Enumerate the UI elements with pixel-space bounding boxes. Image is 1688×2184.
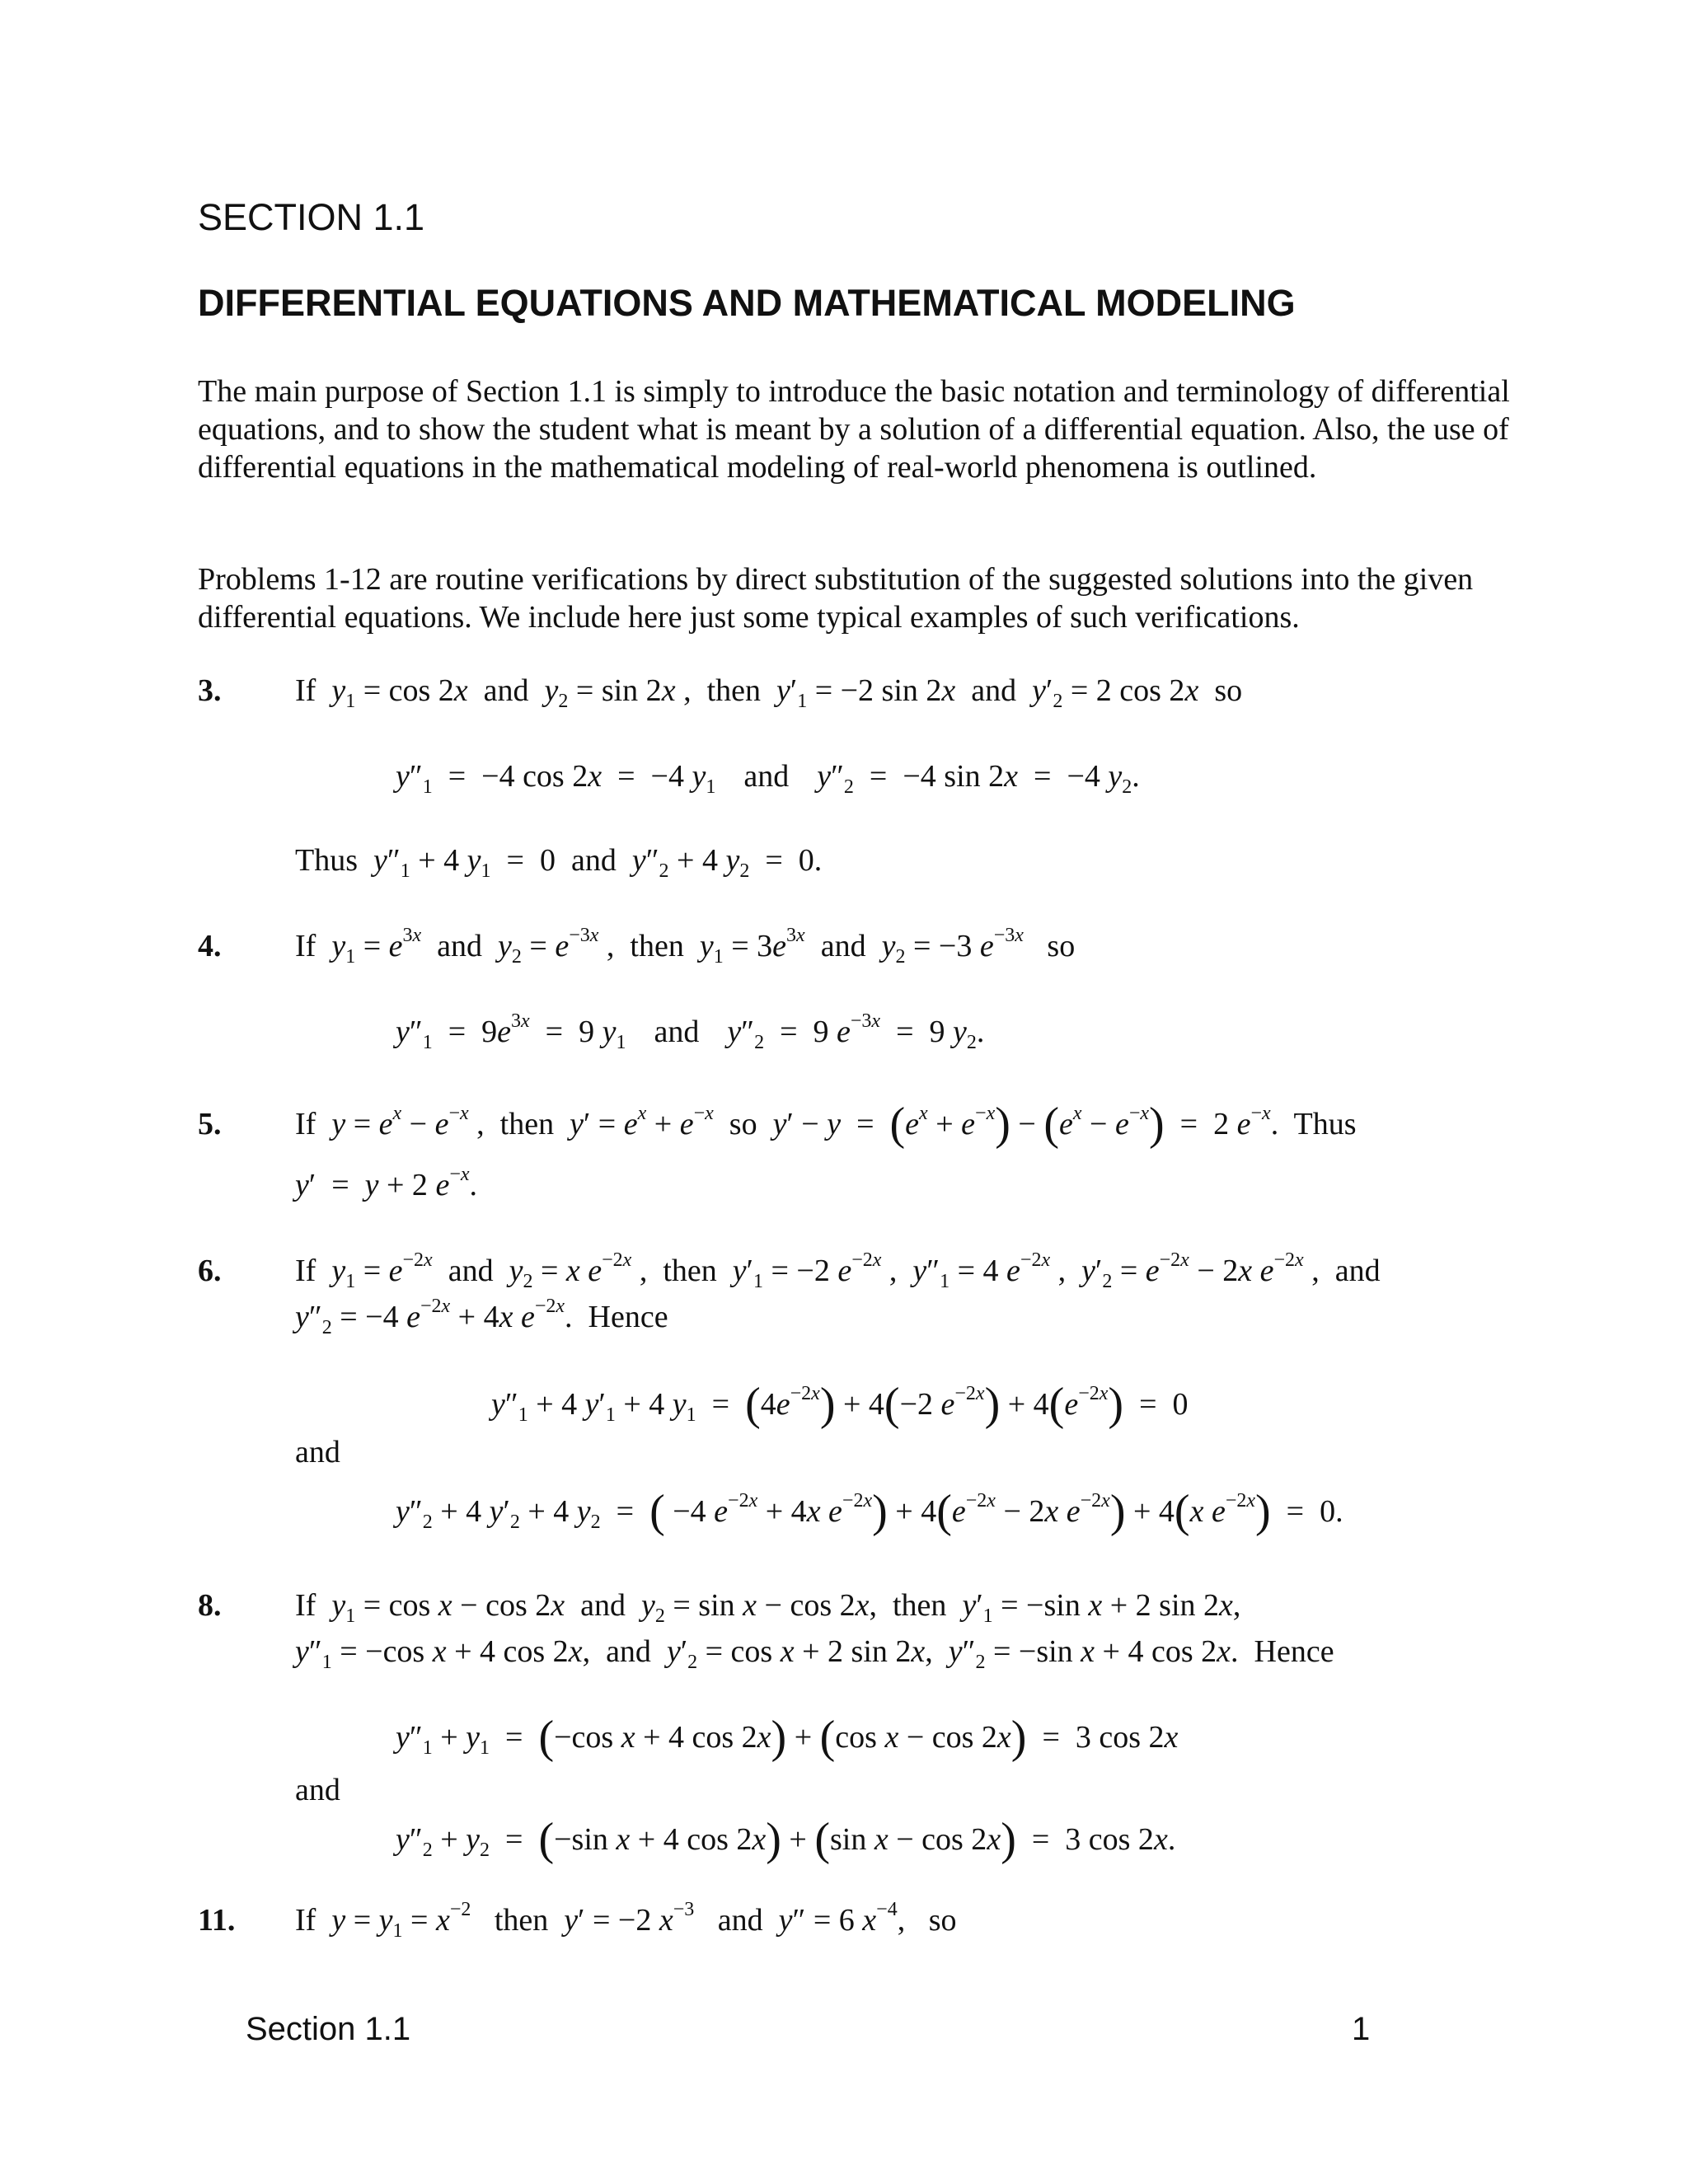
problem-4-line-1: If $y_1 = e^{3x}$ and $y_2 = e^{-3x}$ , then $y_1 = 3e^{3x}$ and $y_2 = -3$ $e^{-3x}$ so — [295, 925, 1076, 968]
problem-6-and: and — [295, 1435, 340, 1469]
intro-paragraph-1: The main purpose of Section 1.1 is simply to introduce the basic notation and terminology of differential equations, and to show the student what is meant by a solution of a differential equation. Also, the use of differential equations in the mathematical modeling of real-world phenomena is outlined. — [198, 374, 1510, 485]
problem-number-4: 4. — [198, 929, 222, 963]
problem-8-line-1: If $y_1 = \cos x - \cos 2x$ and $y_2 = \sin x - \cos 2x$, then $y'_1 = -\sin$ x + 2 sin 2x, — [295, 1588, 1241, 1627]
chapter-title: DIFFERENTIAL EQUATIONS AND MATHEMATICAL MODELING — [198, 282, 1296, 324]
problem-number-8: 8. — [198, 1588, 222, 1623]
problem-number-3: 3. — [198, 673, 222, 708]
problem-number-5: 5. — [198, 1107, 222, 1141]
problem-number-11: 11. — [198, 1903, 236, 1938]
problem-6-line-2: $y''_2 = -4$ $e^{-2x} + 4x$ $e^{-2x}$. Hence — [295, 1296, 668, 1338]
problem-3-line-2: $y''_1 = -4$ cos 2x = −4 $y_1$ and $y''_2 = -4$ sin 2x = −4 $y_2$. — [396, 759, 1140, 798]
problem-11-line-1: If $y = y_1 = x^{-2}$ then y′ = −2 $x^{-3}$ and y″ = 6 $x^{-4}$, so — [295, 1899, 957, 1942]
page-number: 1 — [1352, 2011, 1371, 2047]
problem-8-line-2: $y''_1 = -\cos$ x + 4 cos 2x, and $y'_2 = \cos x + 2$ sin 2x, $y''_2 = -\sin$ x + 4 cos 2x. Hence — [295, 1634, 1334, 1673]
section-heading: SECTION 1.1 — [198, 196, 425, 238]
problem-5-line-2: y′ = y + 2 $e^{-x}$. — [295, 1164, 478, 1202]
problem-3-line-3: Thus $y''_1 + 4$ $y_1 = 0$ and $y''_2 + 4$ $y_2 = 0$. — [295, 843, 823, 882]
problem-number-6: 6. — [198, 1254, 222, 1288]
problem-8-line-3: $y''_1 + y_1 = (-\cos$ x + 4 cos 2x) + (cos x − cos 2x) = 3 cos 2x — [396, 1712, 1179, 1763]
intro-paragraph-2: Problems 1-12 are routine verifications by direct substitution of the suggested solutions into the given differential equations. We include here just some typical examples of such verifications. — [198, 562, 1474, 635]
problem-6-line-4: $y''_2 + 4$ $y'_2 + 4$ $y_2$ = ( −4 $e^{-2x} + 4x$ $e^{-2x}) + 4(e^{-2x} - 2x$ $e^{-2x}) + 4(x$ $e^{-2x}) = 0$. — [396, 1486, 1343, 1537]
problem-5-line-1: If $y = e^x - e^{-x}$ , then $y' = e^x + e^{-x}$ so $y' - y = (e^x + e^{-x}) - (e^x - e^{-x}) = 2$ $e^{-x}$. Thus — [295, 1099, 1357, 1150]
problem-6-line-3: $y''_1 + 4$ $y'_1 + 4$ $y_1 = (4e^{-2x}) + 4(-2$ $e^{-2x}) + 4(e^{-2x}) = 0$ — [491, 1379, 1189, 1430]
problem-8-line-4: $y''_2 + y_2 = (-\sin$ x + 4 cos 2x) + (sin x − cos 2x) = 3 cos 2x. — [396, 1814, 1176, 1865]
problem-6-line-1: If $y_1 = e^{-2x}$ and $y_2 = x$ $e^{-2x}$ , then $y'_1 = -2$ $e^{-2x}$ , $y''_1 = 4$ $e^{-2x}$ , $y'_2 = e^{-2x} - 2x$ $e^{-2x}$ , and — [295, 1249, 1381, 1292]
problem-3-line-1: If $y_1 = \cos 2x$ and $y_2 = \sin 2x$ , then $y'_1 = -2$ sin 2x and $y'_2 = 2$ cos 2x so — [295, 673, 1243, 712]
problem-8-and: and — [295, 1773, 340, 1807]
problem-4-line-2: $y''_1 = 9e^{3x} = 9$ $y_1$ and $y''_2 = 9$ $e^{-3x} = 9$ $y_2$. — [396, 1010, 985, 1053]
footer-section-label: Section 1.1 — [246, 2011, 411, 2047]
